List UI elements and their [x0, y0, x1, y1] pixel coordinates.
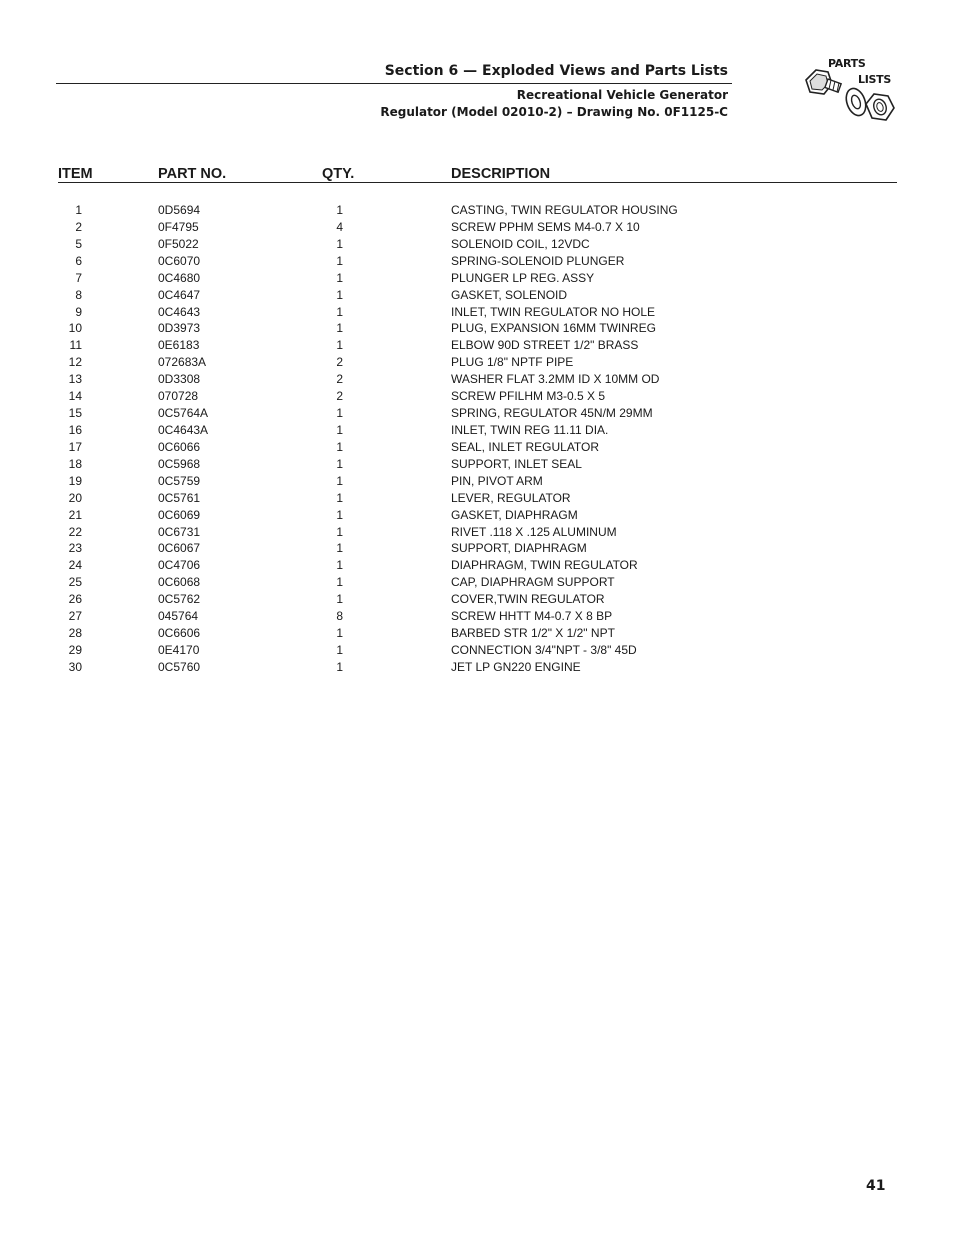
column-header-qty: QTY. [322, 166, 355, 182]
description-cell: LEVER, REGULATOR [451, 490, 571, 505]
item-cell: 30 [68, 659, 82, 674]
table-row [0, 557, 954, 574]
item-cell: 24 [68, 558, 82, 573]
item-cell: 10 [68, 321, 82, 336]
item-cell: 13 [68, 372, 82, 387]
description-cell: SCREW PPHM SEMS M4-0.7 X 10 [451, 219, 640, 234]
part-number-cell: 0C6731 [158, 524, 201, 539]
part-number-cell: 0D5694 [158, 203, 201, 217]
item-cell: 7 [75, 270, 82, 285]
quantity-cell: 1 [336, 304, 343, 319]
part-number-cell: 0C4706 [158, 558, 201, 573]
description-cell: RIVET .118 X .125 ALUMINUM [451, 524, 617, 539]
table-row [0, 304, 954, 321]
part-number-cell: 0C5761 [158, 490, 201, 505]
subtitle-line-1: Recreational Vehicle Generator [516, 88, 728, 102]
description-cell: INLET, TWIN REGULATOR NO HOLE [451, 304, 656, 319]
document-subtitle [380, 87, 728, 121]
item-cell: 16 [68, 422, 82, 437]
table-row [0, 524, 954, 541]
quantity-cell: 1 [336, 626, 343, 641]
table-row [0, 490, 954, 507]
column-header-part-no: PART NO. [158, 166, 227, 182]
description-cell: CAP, DIAPHRAGM SUPPORT [451, 575, 615, 590]
quantity-cell: 1 [336, 642, 343, 657]
item-cell: 8 [75, 287, 82, 302]
description-cell: ELBOW 90D STREET 1/2" BRASS [451, 338, 639, 353]
item-cell: 28 [68, 626, 82, 641]
table-row [0, 591, 954, 608]
description-cell: CASTING, TWIN REGULATOR HOUSING [451, 203, 678, 217]
quantity-cell: 2 [336, 355, 343, 370]
part-number-cell: 0F5022 [158, 236, 199, 251]
table-row [0, 202, 954, 219]
table-row [0, 642, 954, 659]
table-row [0, 219, 954, 236]
table-row [0, 507, 954, 524]
table-header-rule [58, 182, 897, 183]
description-cell: PIN, PIVOT ARM [451, 473, 543, 488]
description-cell: COVER,TWIN REGULATOR [451, 592, 605, 607]
quantity-cell: 1 [336, 270, 343, 285]
quantity-cell: 1 [336, 659, 343, 674]
quantity-cell: 1 [336, 406, 343, 421]
part-number-cell: 045764 [158, 609, 199, 624]
quantity-cell: 1 [336, 490, 343, 505]
description-cell: BARBED STR 1/2" X 1/2" NPT [451, 626, 615, 641]
part-number-cell: 0C6066 [158, 439, 201, 454]
quantity-cell: 1 [336, 575, 343, 590]
table-row [0, 388, 954, 405]
quantity-cell: 1 [336, 558, 343, 573]
table-row [0, 540, 954, 557]
description-cell: SPRING-SOLENOID PLUNGER [451, 253, 625, 268]
item-cell: 1 [75, 203, 82, 217]
quantity-cell: 1 [336, 321, 343, 336]
page-header [0, 0, 954, 140]
part-number-cell: 0D3308 [158, 372, 201, 387]
part-number-cell: 0C4643 [158, 304, 201, 319]
quantity-cell: 8 [336, 609, 343, 624]
part-number-cell: 0C5759 [158, 473, 201, 488]
quantity-cell: 1 [336, 456, 343, 471]
table-row [0, 253, 954, 270]
item-cell: 20 [68, 490, 82, 505]
quantity-cell: 1 [336, 253, 343, 268]
table-row [0, 608, 954, 625]
quantity-cell: 1 [336, 439, 343, 454]
description-cell: PLUG 1/8" NPTF PIPE [451, 355, 574, 370]
quantity-cell: 1 [336, 203, 343, 217]
quantity-cell: 1 [336, 541, 343, 556]
item-cell: 27 [68, 609, 82, 624]
column-header-item: ITEM [58, 166, 93, 182]
quantity-cell: 2 [336, 389, 343, 404]
description-cell: JET LP GN220 ENGINE [451, 659, 581, 674]
item-cell: 18 [68, 456, 82, 471]
item-cell: 6 [75, 253, 82, 268]
part-number-cell: 0C5764A [158, 406, 209, 421]
logo-lists-text: LISTS [858, 73, 891, 86]
item-cell: 9 [75, 304, 82, 319]
part-number-cell: 0C4643A [158, 422, 209, 437]
column-header-description: DESCRIPTION [451, 166, 551, 182]
quantity-cell: 1 [336, 524, 343, 539]
part-number-cell: 0E4170 [158, 642, 200, 657]
table-row [0, 625, 954, 642]
part-number-cell: 0C6070 [158, 253, 201, 268]
quantity-cell: 1 [336, 473, 343, 488]
description-cell: SOLENOID COIL, 12VDC [451, 236, 590, 251]
description-cell: INLET, TWIN REG 11.11 DIA. [451, 422, 609, 437]
part-number-cell: 0C6606 [158, 626, 201, 641]
parts-lists-logo [800, 56, 900, 130]
part-number-cell: 070728 [158, 389, 199, 404]
parts-table-body [0, 202, 954, 676]
table-row [0, 287, 954, 304]
item-cell: 23 [68, 541, 82, 556]
table-row [0, 320, 954, 337]
table-row [0, 659, 954, 676]
part-number-cell: 0C5762 [158, 592, 201, 607]
table-row [0, 473, 954, 490]
table-row [0, 354, 954, 371]
table-row [0, 270, 954, 287]
subtitle-line-2: Regulator (Model 02010-2) – Drawing No. 0F1125-C [380, 105, 728, 119]
item-cell: 19 [68, 473, 82, 488]
quantity-cell: 1 [336, 287, 343, 302]
item-cell: 21 [68, 507, 82, 522]
table-row [0, 439, 954, 456]
item-cell: 17 [68, 439, 82, 454]
part-number-cell: 072683A [158, 355, 207, 370]
description-cell: GASKET, DIAPHRAGM [451, 507, 578, 522]
description-cell: SUPPORT, INLET SEAL [451, 456, 582, 471]
item-cell: 26 [68, 592, 82, 607]
quantity-cell: 1 [336, 236, 343, 251]
quantity-cell: 4 [336, 219, 343, 234]
quantity-cell: 1 [336, 338, 343, 353]
item-cell: 2 [75, 219, 82, 234]
item-cell: 5 [75, 236, 82, 251]
item-cell: 12 [68, 355, 82, 370]
description-cell: SUPPORT, DIAPHRAGM [451, 541, 587, 556]
part-number-cell: 0C6068 [158, 575, 201, 590]
section-title: Section 6 — Exploded Views and Parts Lists [384, 63, 728, 79]
quantity-cell: 1 [336, 507, 343, 522]
item-cell: 14 [68, 389, 82, 404]
description-cell: PLUNGER LP REG. ASSY [451, 270, 595, 285]
description-cell: SCREW HHTT M4-0.7 X 8 BP [451, 609, 613, 624]
table-row [0, 574, 954, 591]
part-number-cell: 0F4795 [158, 219, 199, 234]
part-number-cell: 0C5968 [158, 456, 201, 471]
description-cell: DIAPHRAGM, TWIN REGULATOR [451, 558, 638, 573]
part-number-cell: 0C6067 [158, 541, 201, 556]
table-row [0, 456, 954, 473]
logo-parts-text: PARTS [828, 57, 866, 70]
table-row [0, 405, 954, 422]
description-cell: CONNECTION 3/4"NPT - 3/8" 45D [451, 642, 637, 657]
table-row [0, 337, 954, 354]
description-cell: SCREW PFILHM M3-0.5 X 5 [451, 389, 606, 404]
table-row [0, 236, 954, 253]
header-rule [56, 83, 732, 84]
description-cell: PLUG, EXPANSION 16MM TWINREG [451, 321, 656, 336]
part-number-cell: 0C4680 [158, 270, 201, 285]
page-number: 41 [866, 1178, 886, 1194]
item-cell: 25 [68, 575, 82, 590]
item-cell: 29 [68, 642, 82, 657]
table-row [0, 422, 954, 439]
table-row [0, 371, 954, 388]
item-cell: 11 [69, 338, 82, 353]
quantity-cell: 1 [336, 592, 343, 607]
quantity-cell: 2 [336, 372, 343, 387]
part-number-cell: 0C5760 [158, 659, 201, 674]
quantity-cell: 1 [336, 422, 343, 437]
part-number-cell: 0C6069 [158, 507, 201, 522]
item-cell: 22 [68, 524, 82, 539]
description-cell: SPRING, REGULATOR 45N/M 29MM [451, 406, 653, 421]
item-cell: 15 [68, 406, 82, 421]
part-number-cell: 0D3973 [158, 321, 201, 336]
description-cell: GASKET, SOLENOID [451, 287, 568, 302]
table-header [0, 166, 954, 186]
part-number-cell: 0C4647 [158, 287, 201, 302]
description-cell: SEAL, INLET REGULATOR [451, 439, 600, 454]
description-cell: WASHER FLAT 3.2MM ID X 10MM OD [451, 372, 660, 387]
part-number-cell: 0E6183 [158, 338, 200, 353]
